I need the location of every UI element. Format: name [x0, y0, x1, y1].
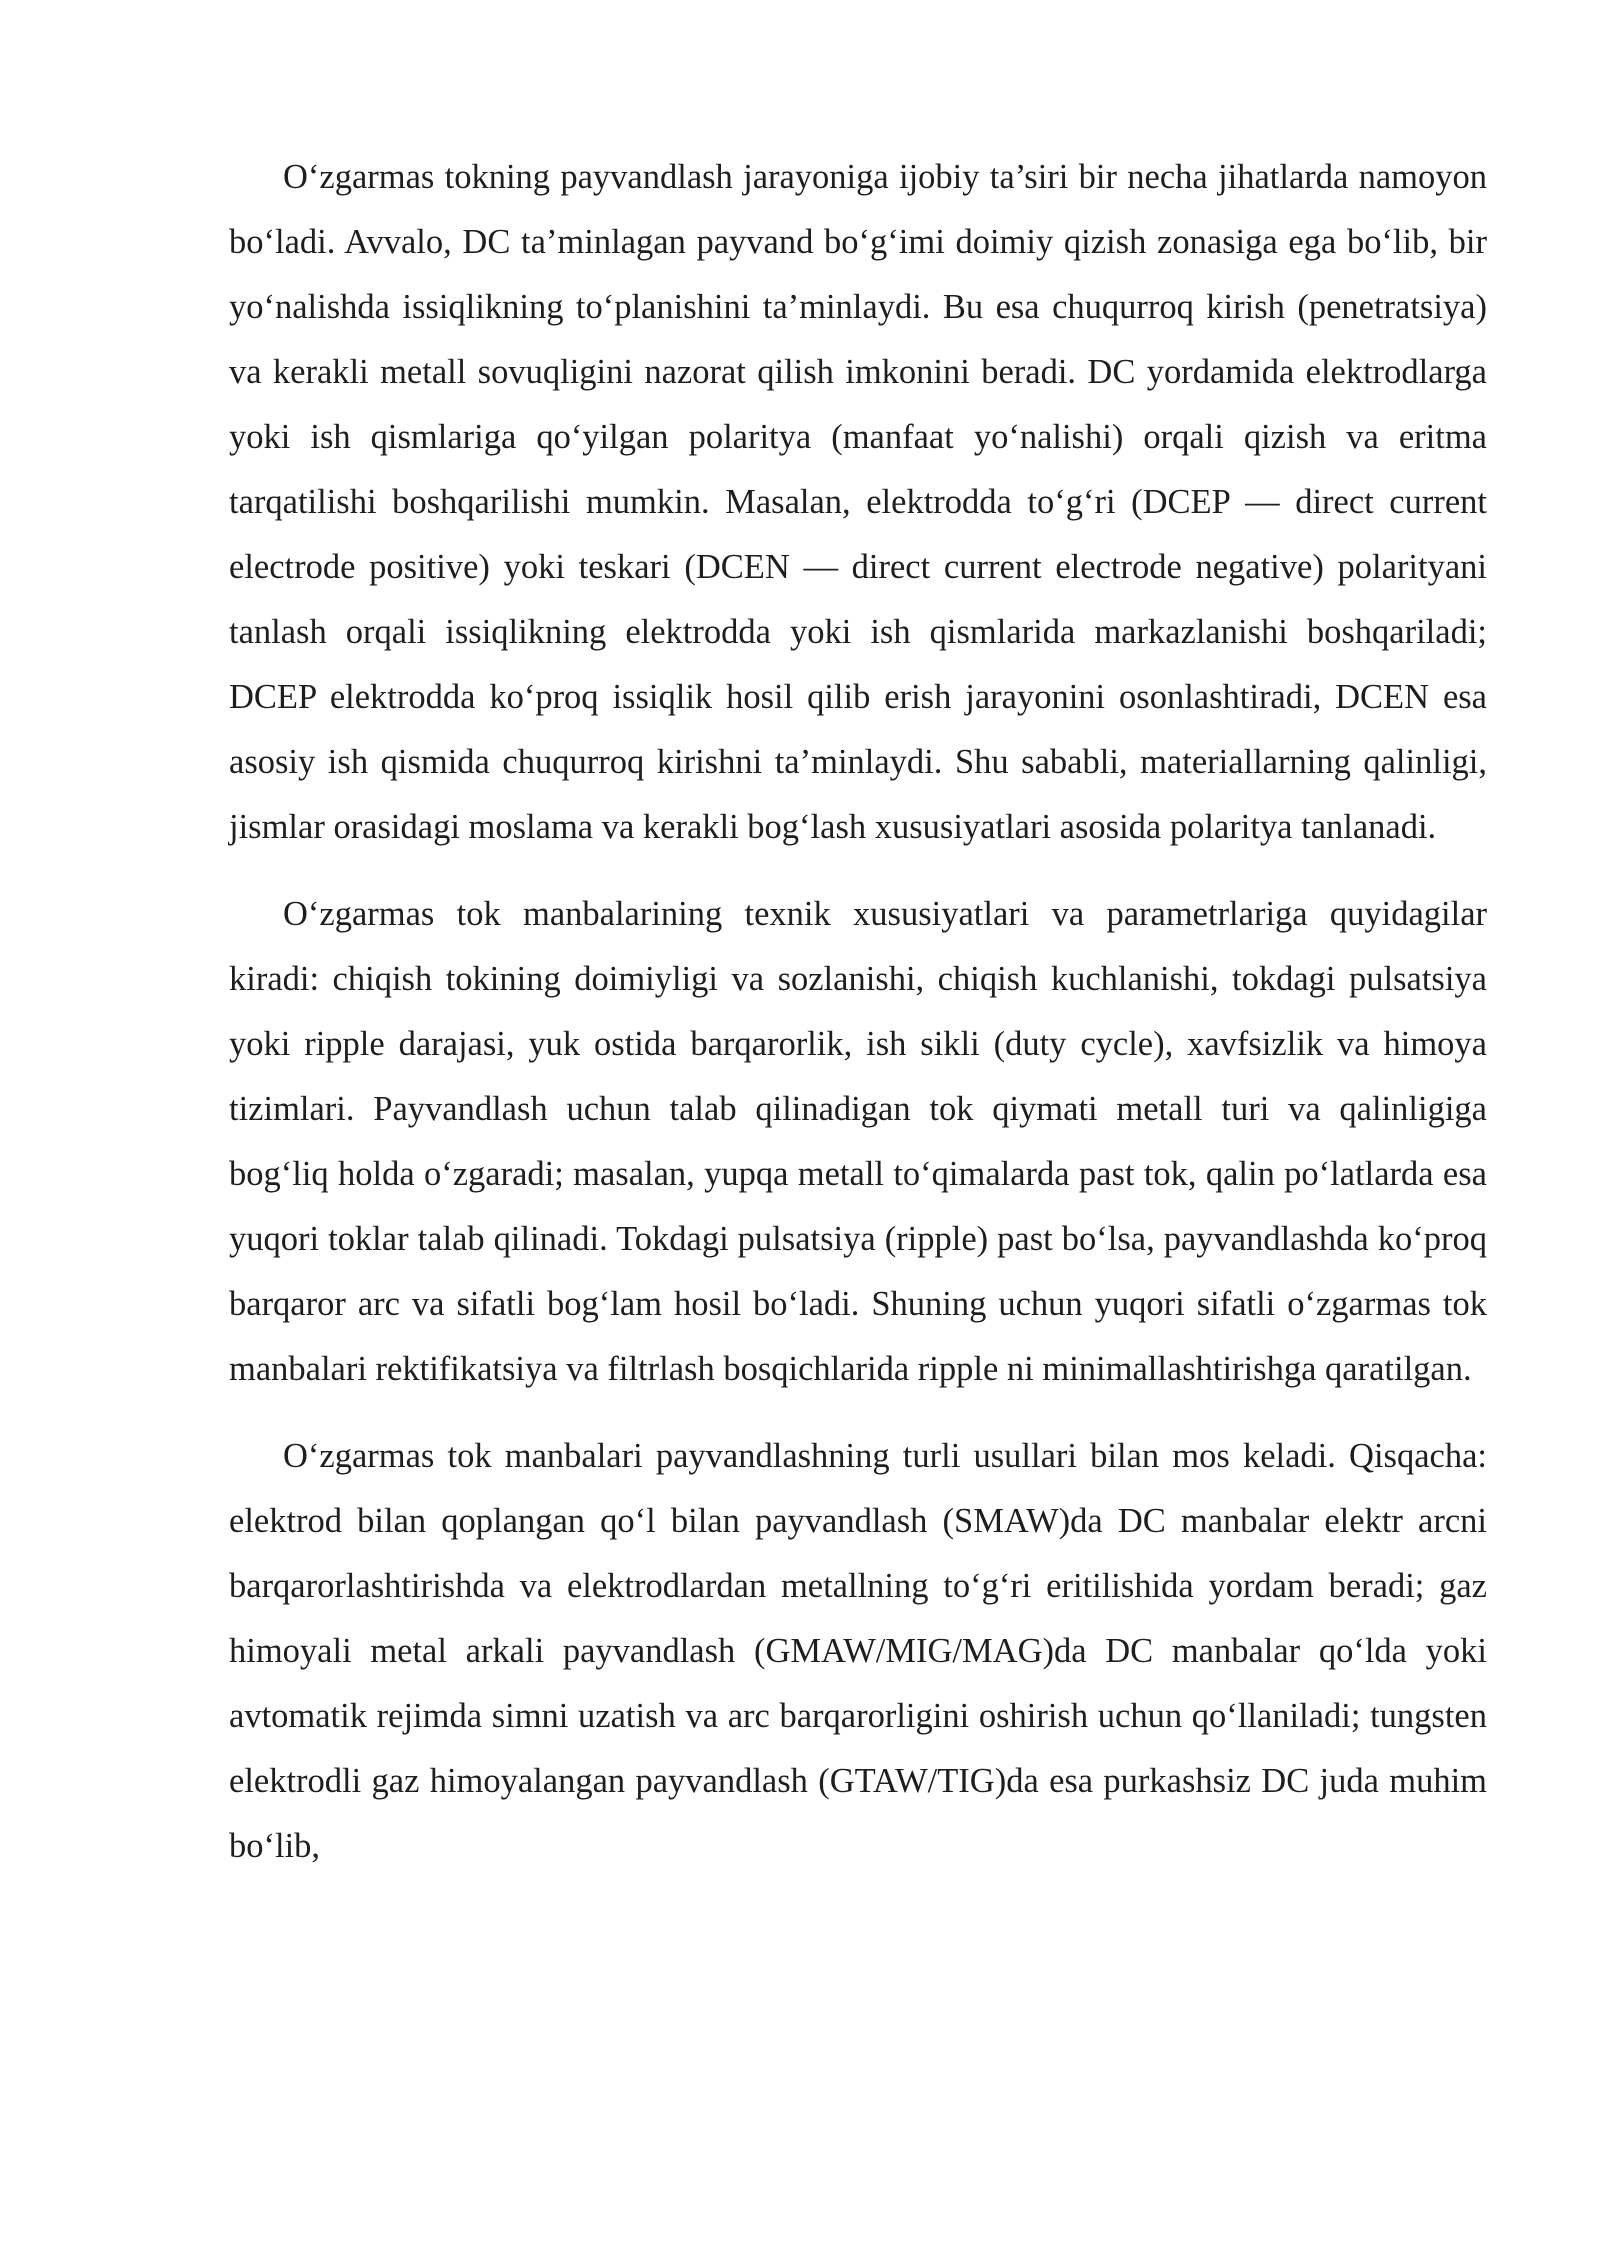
paragraph-1: O‘zgarmas tokning payvandlash jarayoniga ijobiy ta’siri bir necha jihatlarda namoyon bo‘ladi. Avvalo, DC ta’minlagan payvand bo‘g‘imi doimiy qizish zonasiga ega bo‘lib, bir yo‘nalishda issiqlikning to‘planishini ta’minlaydi. Bu esa chuqurroq kirish (penetratsiya) va kerakli metall sovuqligini nazorat qilish imkonini beradi. DC yordamida elektrodlarga yoki ish qismlariga qo‘yilgan polaritya (manfaat yo‘nalishi) orqali qizish va eritma tarqatilishi boshqarilishi mumkin. Masalan, elektrodda to‘g‘ri (DCEP — direct current electrode positive) yoki teskari (DCEN — direct current electrode negative) polarityani tanlash orqali issiqlikning elektrodda yoki ish qismlarida markazlanishi boshqariladi; DCEP elektrodda ko‘proq issiqlik hosil qilib erish jarayonini osonlashtiradi, DCEN esa asosiy ish qismida chuqurroq kirishni ta’minlaydi. Shu sababli, materiallarning qalinligi, jismlar orasidagi moslama va kerakli bog‘lash xususiyatlari asosida polaritya tanlanadi. — [229, 158, 1487, 846]
document-body — [229, 145, 1487, 1901]
paragraph-2: O‘zgarmas tok manbalarining texnik xususiyatlari va parametrlariga quyidagilar kiradi: chiqish tokining doimiyligi va sozlanishi, chiqish kuchlanishi, tokdagi pulsatsiya yoki ripple darajasi, yuk ostida barqarorlik, ish sikli (duty cycle), xavfsizlik va himoya tizimlari. Payvandlash uchun talab qilinadigan tok qiymati metall turi va qalinligiga bog‘liq holda o‘zgaradi; masalan, yupqa metall to‘qimalarda past tok, qalin po‘latlarda esa yuqori toklar talab qilinadi. Tokdagi pulsatsiya (ripple) past bo‘lsa, payvandlashda ko‘proq barqaror arc va sifatli bog‘lam hosil bo‘ladi. Shuning uchun yuqori sifatli o‘zgarmas tok manbalari rektifikatsiya va filtrlash bosqichlarida ripple ni minimallashtirishga qaratilgan. — [229, 895, 1487, 1388]
paragraph-3: O‘zgarmas tok manbalari payvandlashning turli usullari bilan mos keladi. Qisqacha: elektrod bilan qoplangan qo‘l bilan payvandlash (SMAW)da DC manbalar elektr arcni barqarorlashtirishda va elektrodlardan metallning to‘g‘ri eritilishida yordam beradi; gaz himoyali metal arkali payvandlash (GMAW/MIG/MAG)da DC manbalar qo‘lda yoki avtomatik rejimda simni uzatish va arc barqarorligini oshirish uchun qo‘llaniladi; tungsten elektrodli gaz himoyalangan payvandlash (GTAW/TIG)da esa purkashsiz DC juda muhim bo‘lib, — [229, 1437, 1487, 1865]
